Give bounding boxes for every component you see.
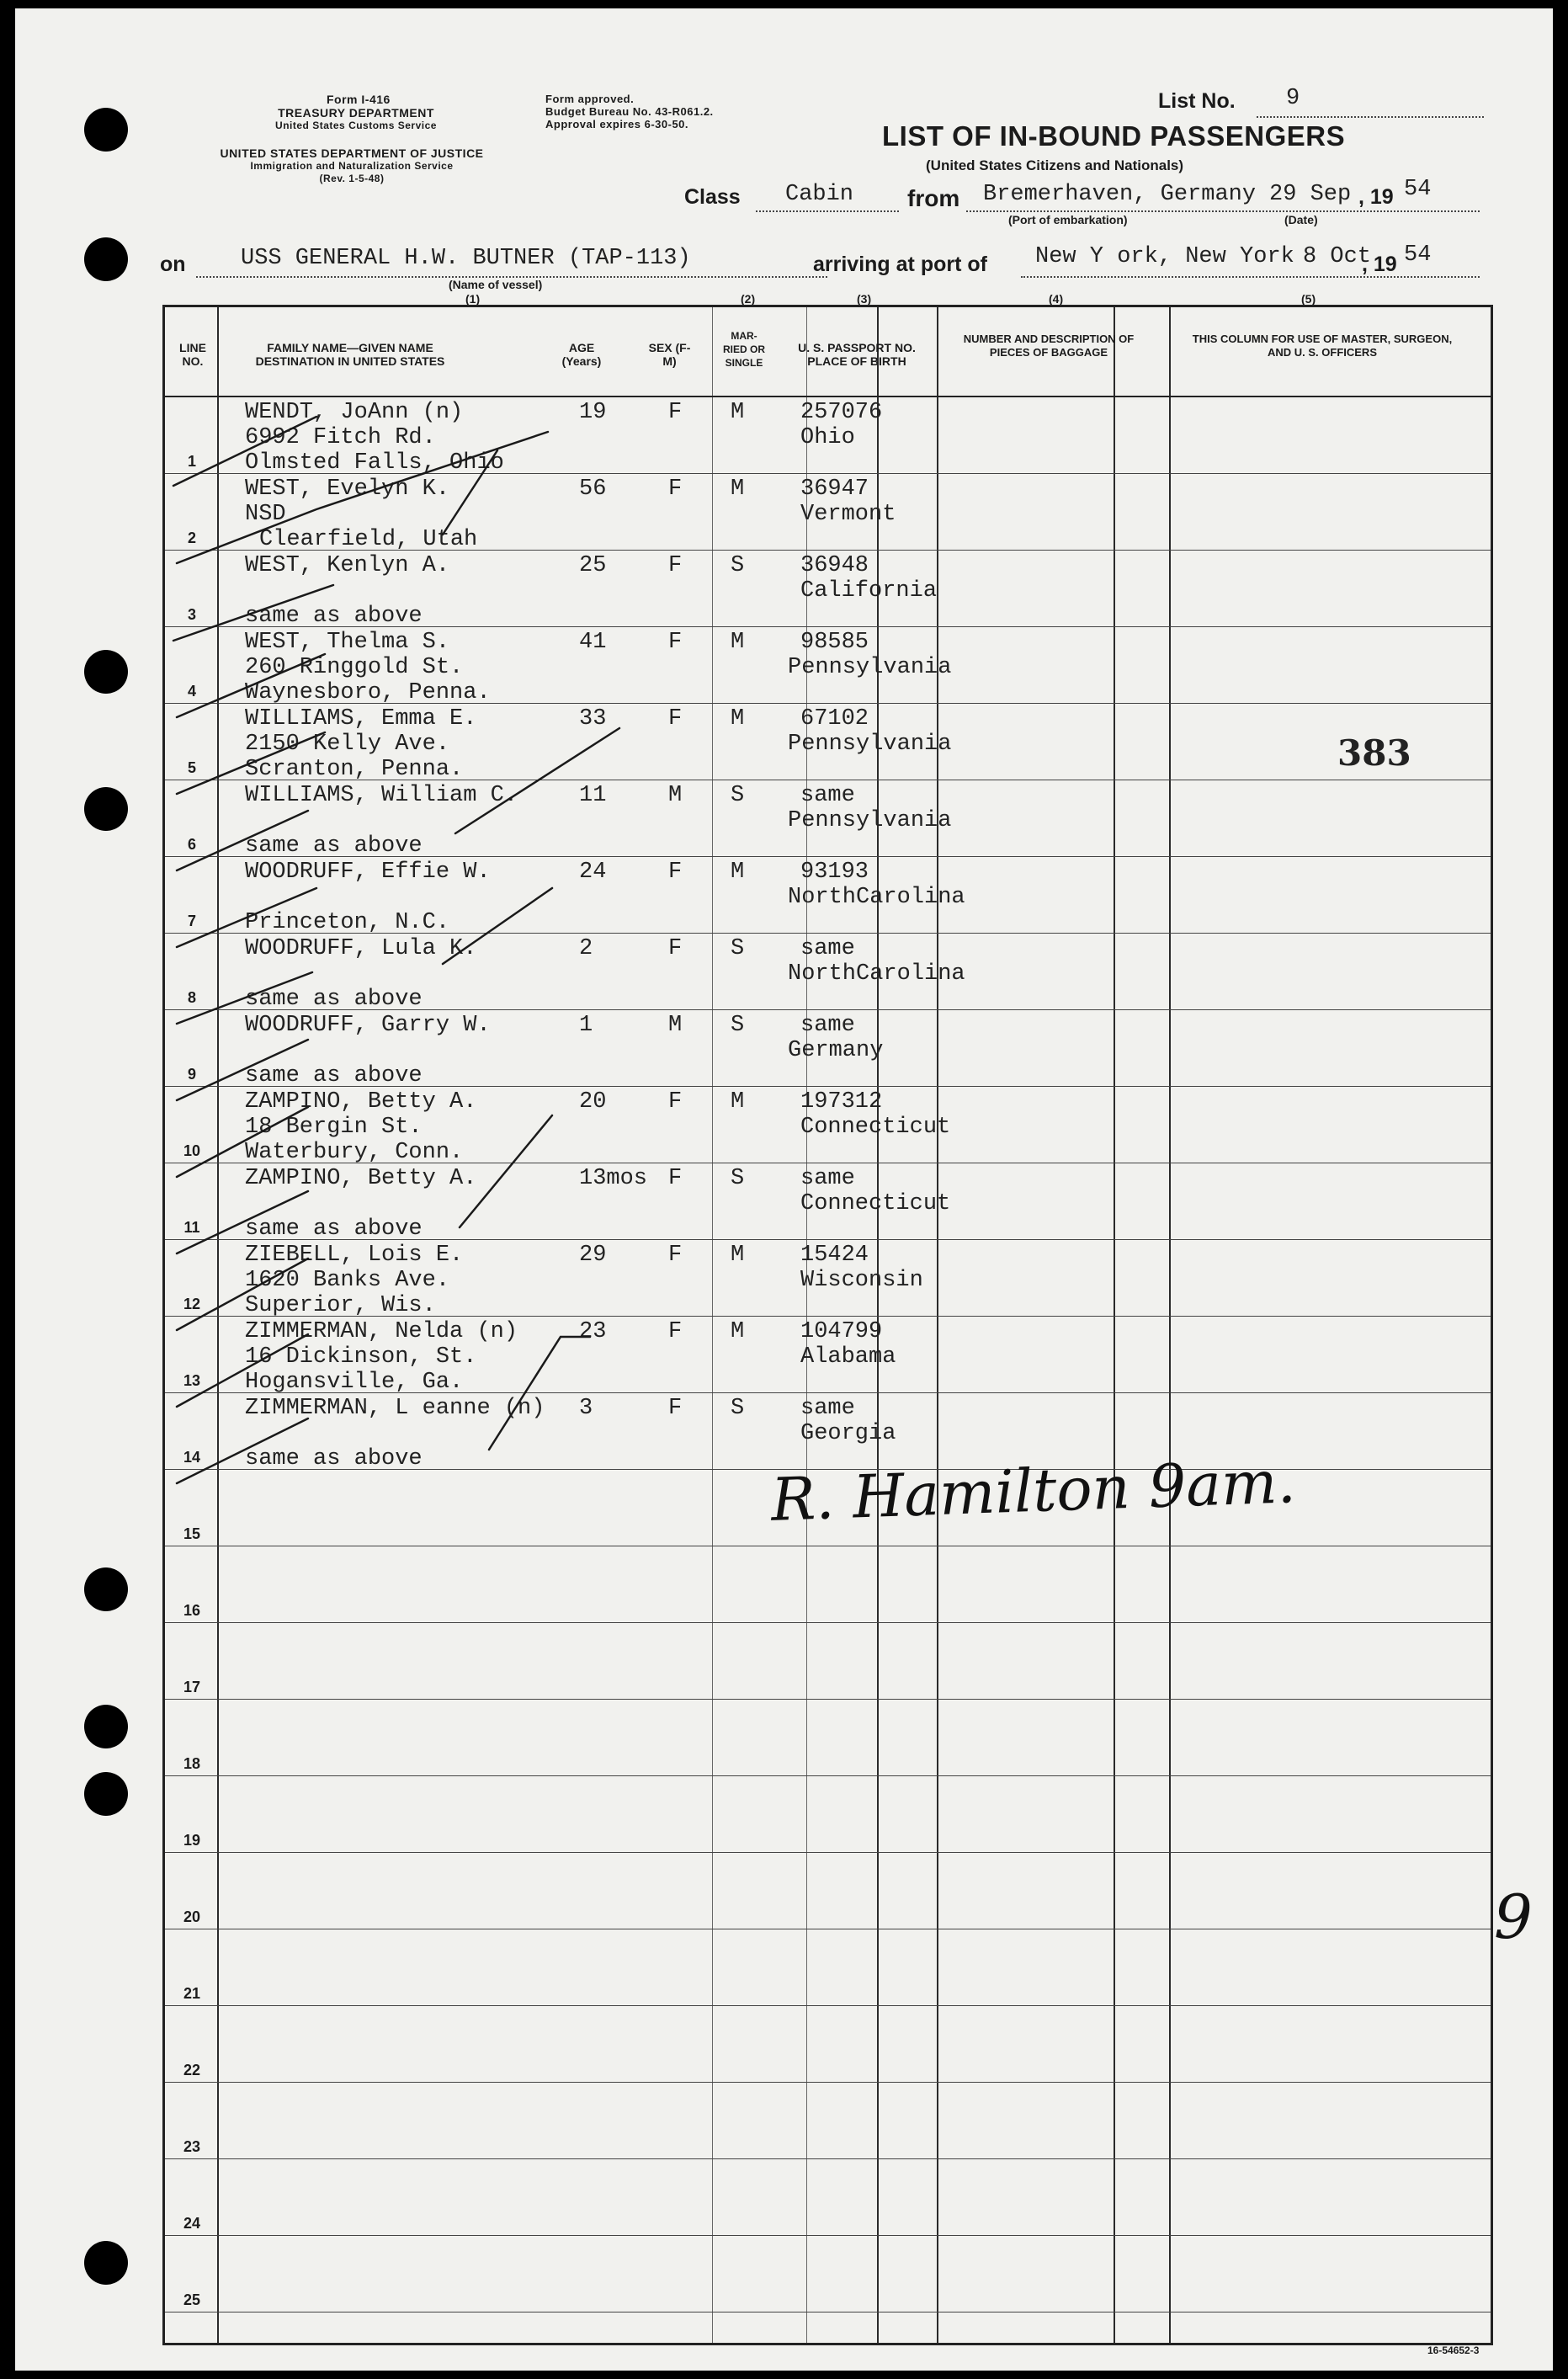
row-line xyxy=(165,2158,1491,2159)
line-number: 25 xyxy=(183,2291,201,2308)
passenger-address-1: NSD xyxy=(245,502,286,527)
class-label: Class xyxy=(684,185,741,209)
from-port: Bremerhaven, Germany xyxy=(983,182,1257,207)
class-line xyxy=(756,210,899,212)
passenger-passport: same xyxy=(800,1013,855,1038)
passenger-sex: F xyxy=(668,1319,683,1344)
header-line-no: LINE NO. xyxy=(179,341,206,368)
passenger-age: 56 xyxy=(579,476,607,502)
passenger-name: WOODRUFF, Lula K. xyxy=(245,936,477,961)
line-number: 9 xyxy=(187,1066,196,1083)
line-number: 5 xyxy=(187,759,196,776)
passenger-address-1: 16 Dickinson, St. xyxy=(245,1344,477,1370)
passenger-table xyxy=(162,305,1493,2345)
line-number: 1 xyxy=(187,453,196,470)
passenger-marital: M xyxy=(731,706,745,732)
header-family-name: FAMILY NAME—GIVEN NAME xyxy=(267,341,433,354)
line-number: 14 xyxy=(183,1449,201,1466)
line-number: 22 xyxy=(183,2062,201,2078)
passenger-marital: S xyxy=(731,783,745,808)
list-no-label: List No. xyxy=(1158,89,1236,113)
line-number: 12 xyxy=(183,1296,201,1312)
passenger-sex: F xyxy=(668,860,683,885)
header-officers: THIS COLUMN FOR USE OF MASTER, SURGEON, AND U. S. OFFICERS xyxy=(1192,333,1453,359)
passenger-name: ZIMMERMAN, L eanne (n) xyxy=(245,1396,545,1421)
passenger-name: WOODRUFF, Effie W. xyxy=(245,860,491,885)
passenger-birthplace: Ohio xyxy=(800,425,855,450)
line-number: 21 xyxy=(183,1985,201,2002)
port-embarkation-caption: (Port of embarkation) xyxy=(1008,213,1128,226)
date-caption: (Date) xyxy=(1284,213,1318,226)
approval-line-1: Form approved. xyxy=(545,93,635,105)
passenger-marital: M xyxy=(731,400,745,425)
passenger-passport: same xyxy=(800,1396,855,1421)
passenger-marital: M xyxy=(731,1319,745,1344)
row-line xyxy=(165,1852,1491,1853)
passenger-birthplace: Pennsylvania xyxy=(788,808,952,833)
passenger-address-2: same as above xyxy=(245,833,423,859)
row-line xyxy=(165,2235,1491,2236)
header-sex: SEX (F-M) xyxy=(648,341,691,368)
vessel-name: USS GENERAL H.W. BUTNER (TAP-113) xyxy=(241,246,691,271)
col-num-4: (4) xyxy=(1049,292,1064,306)
page-title: LIST OF IN-BOUND PASSENGERS xyxy=(882,120,1346,152)
passenger-birthplace: NorthCarolina xyxy=(788,885,965,910)
passenger-sex: F xyxy=(668,1396,683,1421)
line-number: 3 xyxy=(187,606,196,623)
punch-hole xyxy=(84,2241,128,2285)
approval-line-2: Budget Bureau No. 43-R061.2. xyxy=(545,105,714,118)
passenger-address-1: 18 Bergin St. xyxy=(245,1115,423,1140)
passenger-birthplace: Connecticut xyxy=(800,1191,951,1216)
passenger-birthplace: NorthCarolina xyxy=(788,961,965,987)
passenger-name: WEST, Kenlyn A. xyxy=(245,553,450,578)
col-num-3: (3) xyxy=(857,292,872,306)
passenger-age: 20 xyxy=(579,1089,607,1115)
passenger-marital: S xyxy=(731,1166,745,1191)
passenger-passport: 36947 xyxy=(800,476,869,502)
line-number: 11 xyxy=(183,1219,200,1236)
passenger-age: 1 xyxy=(579,1013,593,1038)
page-subtitle: (United States Citizens and Nationals) xyxy=(926,157,1184,173)
punch-hole xyxy=(84,108,128,152)
passenger-address-2: Olmsted Falls, Ohio xyxy=(245,450,504,476)
justice-dept: UNITED STATES DEPARTMENT OF JUSTICE xyxy=(220,146,484,160)
passenger-sex: F xyxy=(668,1243,683,1268)
passenger-name: WENDT, JoAnn (n) xyxy=(245,400,464,425)
on-label: on xyxy=(160,253,186,276)
from-year: 54 xyxy=(1404,177,1432,202)
row-line xyxy=(165,2005,1491,2006)
passenger-name: ZIEBELL, Lois E. xyxy=(245,1243,464,1268)
officer-stamp-number: 383 xyxy=(1337,732,1411,774)
passenger-name: WEST, Thelma S. xyxy=(245,630,450,655)
punch-hole xyxy=(84,1705,128,1748)
passenger-sex: F xyxy=(668,553,683,578)
passenger-age: 25 xyxy=(579,553,607,578)
row-line xyxy=(165,1699,1491,1700)
passenger-marital: M xyxy=(731,1089,745,1115)
passenger-address-2: Waynesboro, Penna. xyxy=(245,680,491,705)
line-number: 16 xyxy=(183,1602,201,1619)
customs-service: United States Customs Service xyxy=(275,120,437,131)
passenger-age: 3 xyxy=(579,1396,593,1421)
line-number: 10 xyxy=(183,1142,201,1159)
manifest-page xyxy=(15,8,1553,2371)
col-num-5: (5) xyxy=(1301,292,1316,306)
passenger-sex: F xyxy=(668,936,683,961)
passenger-passport: 257076 xyxy=(800,400,883,425)
line-number: 20 xyxy=(183,1908,201,1925)
punch-hole xyxy=(84,1567,128,1611)
passenger-passport: 98585 xyxy=(800,630,869,655)
passenger-address-2: Superior, Wis. xyxy=(245,1293,436,1318)
passenger-age: 2 xyxy=(579,936,593,961)
passenger-marital: S xyxy=(731,936,745,961)
passenger-sex: M xyxy=(668,1013,683,1038)
col-num-2: (2) xyxy=(741,292,756,306)
passenger-birthplace: Germany xyxy=(788,1038,884,1063)
passenger-marital: M xyxy=(731,1243,745,1268)
passenger-passport: 15424 xyxy=(800,1243,869,1268)
form-number: Form I-416 xyxy=(327,93,391,106)
arriving-label: arriving at port of xyxy=(813,253,987,276)
passenger-birthplace: Wisconsin xyxy=(800,1268,923,1293)
margin-mark: 9 xyxy=(1494,1881,1533,1952)
passenger-sex: F xyxy=(668,1089,683,1115)
passenger-birthplace: Pennsylvania xyxy=(788,655,952,680)
class-value: Cabin xyxy=(785,182,854,207)
line-number: 18 xyxy=(183,1755,201,1772)
passenger-age: 19 xyxy=(579,400,607,425)
passenger-address-1: 6992 Fitch Rd. xyxy=(245,425,436,450)
row-line xyxy=(165,2082,1491,2083)
passenger-sex: F xyxy=(668,1166,683,1191)
line-number: 6 xyxy=(187,836,196,853)
line-number: 15 xyxy=(183,1525,201,1542)
arrival-port: New Y ork, New York xyxy=(1035,244,1294,269)
passenger-birthplace: Alabama xyxy=(800,1344,896,1370)
vessel-caption: (Name of vessel) xyxy=(449,278,543,291)
inspector-signature: R. Hamilton 9am. xyxy=(769,1447,1297,1535)
passenger-sex: F xyxy=(668,400,683,425)
col-num-1: (1) xyxy=(465,292,481,306)
passenger-address-2: same as above xyxy=(245,987,423,1012)
row-line xyxy=(165,1775,1491,1776)
line-number: 13 xyxy=(183,1372,201,1389)
punch-hole xyxy=(84,1772,128,1816)
passenger-address-2: same as above xyxy=(245,604,423,629)
arrival-line xyxy=(1021,276,1480,278)
header-baggage: NUMBER AND DESCRIPTION OF PIECES OF BAGGAGE xyxy=(963,333,1135,359)
passenger-birthplace: California xyxy=(800,578,938,604)
punch-hole xyxy=(84,650,128,694)
passenger-birthplace: Connecticut xyxy=(800,1115,951,1140)
passenger-marital: M xyxy=(731,476,745,502)
passenger-birthplace: Georgia xyxy=(800,1421,896,1446)
from-date: 29 Sep xyxy=(1269,182,1352,207)
list-no-value: 9 xyxy=(1286,86,1300,111)
passenger-marital: M xyxy=(731,630,745,655)
header-passport: U. S. PASSPORT NO. xyxy=(798,341,916,354)
passenger-name: WEST, Evelyn K. xyxy=(245,476,450,502)
passenger-marital: S xyxy=(731,1013,745,1038)
passenger-address-2: same as above xyxy=(245,1063,423,1088)
passenger-marital: M xyxy=(731,860,745,885)
check-marks xyxy=(165,307,1491,1503)
header-married: MAR-RIED OR SINGLE xyxy=(722,330,765,369)
passenger-sex: F xyxy=(668,476,683,502)
line-number: 19 xyxy=(183,1832,201,1849)
passenger-address-2: Hogansville, Ga. xyxy=(245,1370,464,1395)
from-label: from xyxy=(907,185,960,211)
arrival-date: 8 Oct xyxy=(1303,244,1372,269)
line-number: 23 xyxy=(183,2138,201,2155)
line-number: 8 xyxy=(187,989,196,1006)
passenger-passport: 67102 xyxy=(800,706,869,732)
passenger-name: ZIMMERMAN, Nelda (n) xyxy=(245,1319,518,1344)
passenger-address-2: same as above xyxy=(245,1446,423,1472)
passenger-passport: 93193 xyxy=(800,860,869,885)
passenger-age: 11 xyxy=(579,783,607,808)
passenger-name: ZAMPINO, Betty A. xyxy=(245,1166,477,1191)
passenger-sex: M xyxy=(668,783,683,808)
passenger-birthplace: Vermont xyxy=(800,502,896,527)
passenger-name: WILLIAMS, William C. xyxy=(245,783,518,808)
line-number: 24 xyxy=(183,2215,201,2232)
row-line xyxy=(165,1622,1491,1623)
line-number: 7 xyxy=(187,913,196,929)
list-no-line xyxy=(1257,116,1484,118)
header-birthplace: PLACE OF BIRTH xyxy=(807,354,906,368)
passenger-address-1: 2150 Kelly Ave. xyxy=(245,732,450,757)
arrival-year-prefix: , 19 xyxy=(1362,253,1397,276)
passenger-passport: same xyxy=(800,783,855,808)
passenger-address-2: Clearfield, Utah xyxy=(259,527,478,552)
passenger-passport: same xyxy=(800,1166,855,1191)
passenger-marital: S xyxy=(731,553,745,578)
footer-print-code: 16-54652-3 xyxy=(1427,2344,1480,2356)
passenger-age: 29 xyxy=(579,1243,607,1268)
passenger-age: 33 xyxy=(579,706,607,732)
passenger-address-1: 1620 Banks Ave. xyxy=(245,1268,450,1293)
passenger-marital: S xyxy=(731,1396,745,1421)
approval-line-3: Approval expires 6-30-50. xyxy=(545,118,689,130)
passenger-name: ZAMPINO, Betty A. xyxy=(245,1089,477,1115)
passenger-address-2: Princeton, N.C. xyxy=(245,910,450,935)
passenger-sex: F xyxy=(668,706,683,732)
arrival-year: 54 xyxy=(1404,242,1432,268)
line-number: 17 xyxy=(183,1679,201,1695)
header-age: AGE (Years) xyxy=(561,341,602,368)
passenger-passport: same xyxy=(800,936,855,961)
line-number: 4 xyxy=(187,683,196,700)
from-year-prefix: , 19 xyxy=(1358,185,1394,209)
passenger-address-2: Scranton, Penna. xyxy=(245,757,464,782)
from-line xyxy=(966,210,1480,212)
line-number: 2 xyxy=(187,530,196,546)
punch-hole xyxy=(84,237,128,281)
passenger-passport: 36948 xyxy=(800,553,869,578)
passenger-address-1: 260 Ringgold St. xyxy=(245,655,464,680)
passenger-age: 24 xyxy=(579,860,607,885)
form-revision: (Rev. 1-5-48) xyxy=(319,173,385,184)
passenger-birthplace: Pennsylvania xyxy=(788,732,952,757)
header-destination: DESTINATION IN UNITED STATES xyxy=(255,354,445,368)
punch-hole xyxy=(84,787,128,831)
passenger-name: WILLIAMS, Emma E. xyxy=(245,706,477,732)
passenger-passport: 104799 xyxy=(800,1319,883,1344)
passenger-age: 23 xyxy=(579,1319,607,1344)
passenger-sex: F xyxy=(668,630,683,655)
passenger-address-2: Waterbury, Conn. xyxy=(245,1140,464,1165)
passenger-age: 41 xyxy=(579,630,607,655)
passenger-age: 13mos xyxy=(579,1166,648,1191)
passenger-address-2: same as above xyxy=(245,1216,423,1242)
passenger-name: WOODRUFF, Garry W. xyxy=(245,1013,491,1038)
passenger-passport: 197312 xyxy=(800,1089,883,1115)
treasury-dept: TREASURY DEPARTMENT xyxy=(278,106,434,120)
ins-service: Immigration and Naturalization Service xyxy=(250,160,454,172)
